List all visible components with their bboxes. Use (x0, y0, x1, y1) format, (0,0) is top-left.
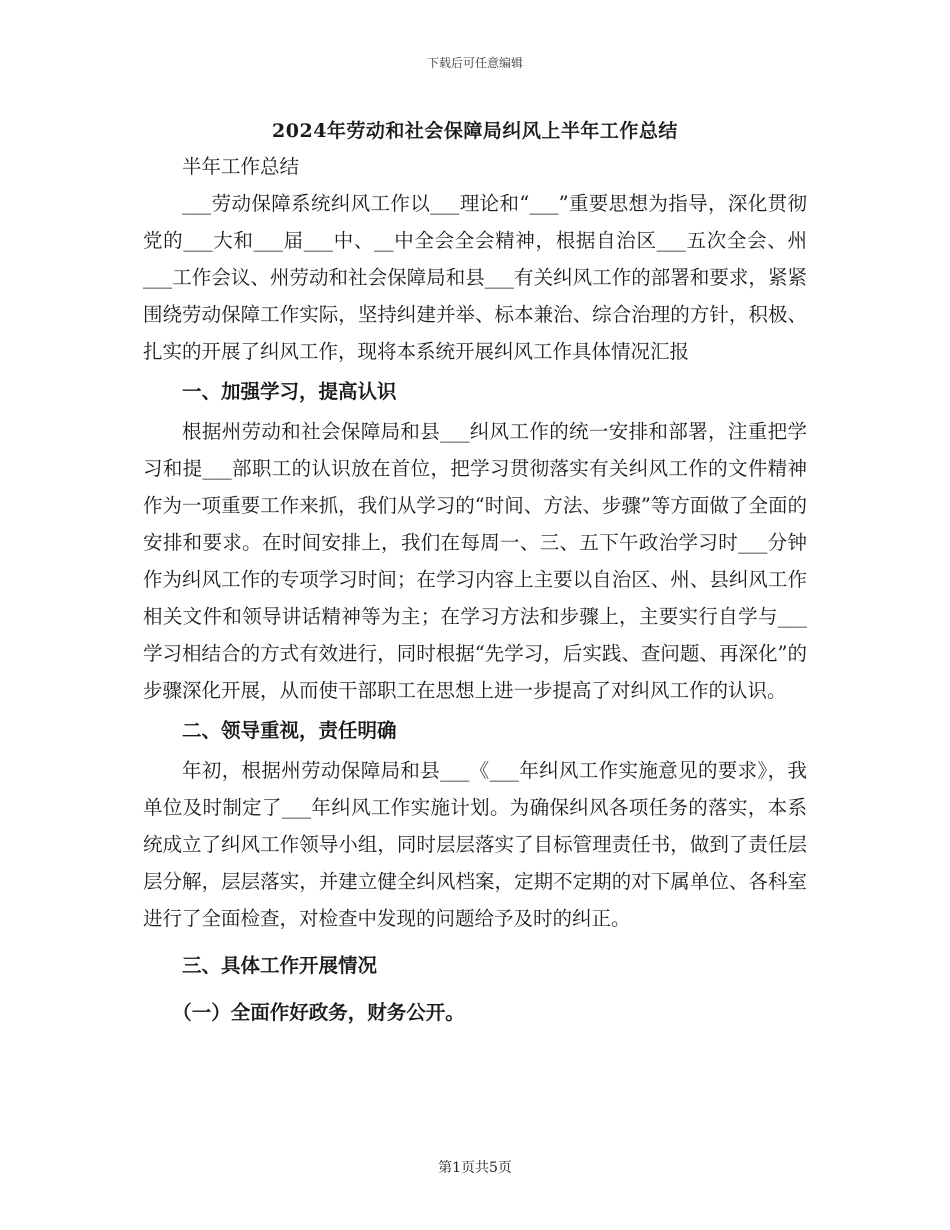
section-1-heading: 一、加强学习，提高认识 (182, 380, 397, 403)
section-2-heading: 二、领导重视，责任明确 (182, 719, 397, 742)
page-number: 第1页共5页 (438, 1160, 512, 1176)
intro-paragraph: ___劳动保障系统纠风工作以___理论和“___”重要思想为指导，深化贯彻党的___大和___届___中、__中全会全会精神，根据自治区___五次全会、州___工作会议、州劳动和社会保障局和县___有关纠风工作的部署和要求，紧紧围绕劳动保障工作实际，坚持纠建并举、标本兼治、综合治理的方针，积极、扎实的开展了纠风工作，现将本系统开展纠风工作具体情况汇报 (143, 192, 807, 363)
document-subtitle: 半年工作总结 (182, 155, 300, 178)
section-3-subheading-1: （一）全面作好政务，财务公开。 (172, 1001, 465, 1024)
section-1-paragraph: 根据州劳动和社会保障局和县___纠风工作的统一安排和部署，注重把学习和提___部职工的认识放在首位，把学习贯彻落实有关纠风工作的文件精神作为一项重要工作来抓，我们从学习的“时间、方法、步骤”等方面做了全面的安排和要求。在时间安排上，我们在每周一、三、五下午政治学习时___分钟作为纠风工作的专项学习时间；在学习内容上主要以自治区、州、县纠风工作相关文件和领导讲话精神等为主；在学习方法和步骤上，主要实行自学与___学习相结合的方式有效进行，同时根据“先学习，后实践、查问题、再深化”的步骤深化开展，从而使干部职工在思想上进一步提高了对纠风工作的认识。 (143, 420, 807, 702)
document-body (143, 148, 807, 1031)
download-note: 下载后可任意编辑 (426, 56, 523, 70)
section-2-paragraph: 年初，根据州劳动保障局和县___《___年纠风工作实施意见的要求》，我单位及时制定了___年纠风工作实施计划。为确保纠风各项任务的落实，本系统成立了纠风工作领导小组，同时层层落实了目标管理责任书，做到了责任层层分解，层层落实，并建立健全纠风档案，定期不定期的对下属单位、各科室进行了全面检查，对检查中发现的问题给予及时的纠正。 (143, 759, 807, 930)
section-3-heading: 三、具体工作开展情况 (182, 954, 378, 977)
document-title: 2024年劳动和社会保障局纠风上半年工作总结 (272, 120, 678, 142)
